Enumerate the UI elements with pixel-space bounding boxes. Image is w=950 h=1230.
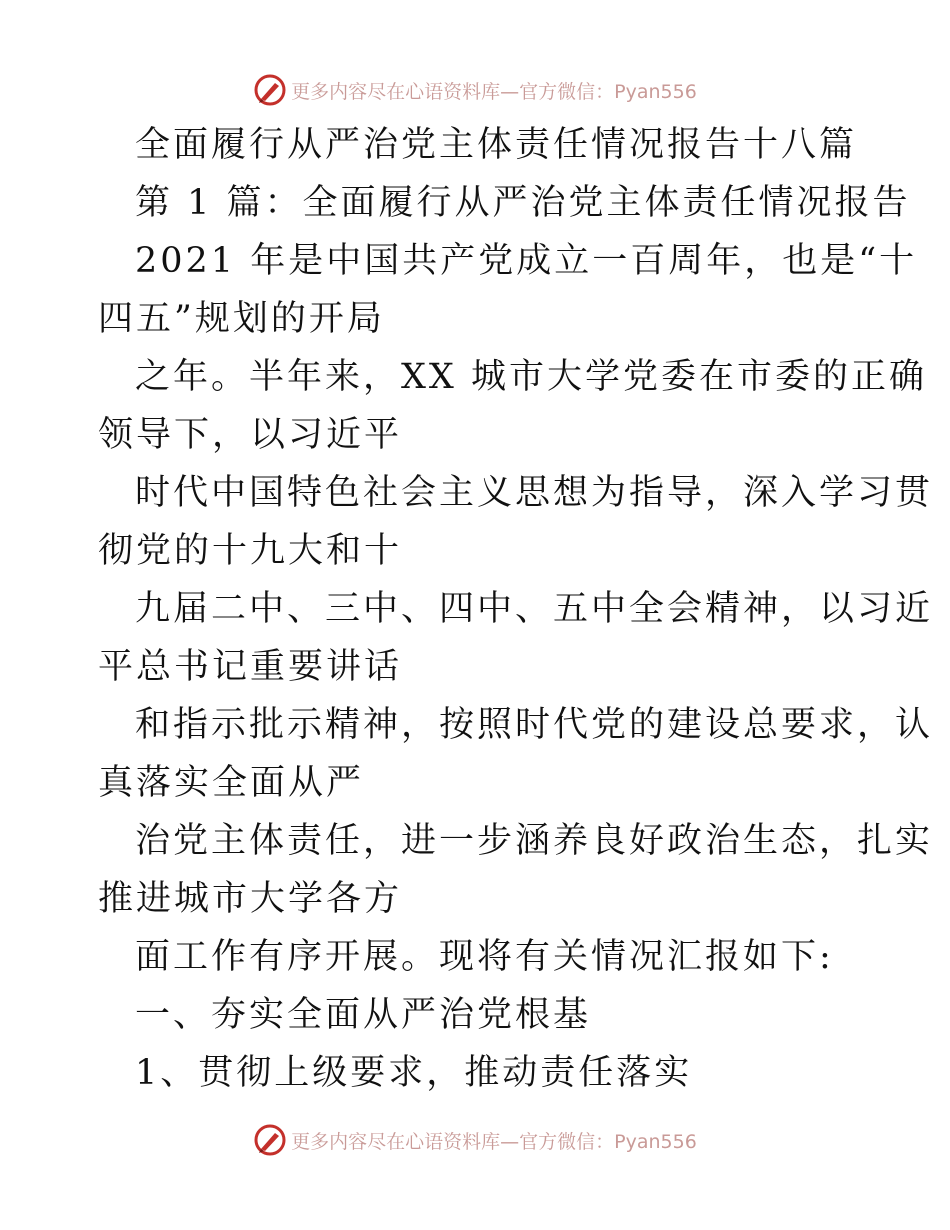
paragraph-line: 推进城市大学各方 [98,879,403,919]
paragraph-line: 之年。半年来，XX 城市大学党委在市委的正确 [135,357,927,397]
paragraph-line: 面工作有序开展。现将有关情况汇报如下: [135,937,834,977]
pen-logo-icon [253,73,287,107]
paragraph-line: 彻党的十九大和十 [98,531,403,571]
footer-watermark [0,1120,950,1160]
paragraph-line: 真落实全面从严 [98,763,365,803]
watermark-text: 更多内容尽在心语资料库—官方微信：Pyan556 [291,80,697,103]
paragraph-line: 2021 年是中国共产党成立一百周年，也是“十 [135,241,918,281]
header-watermark [0,70,950,110]
paragraph-line: 治党主体责任，进一步涵养良好政治生态，扎实 [135,821,934,861]
paragraph-line: 九届二中、三中、四中、五中全会精神，以习近 [135,589,934,629]
paragraph-line: 时代中国特色社会主义思想为指导，深入学习贯 [135,473,934,513]
paragraph-line: 领导下，以习近平 [98,415,403,455]
paragraph-line: 和指示批示精神，按照时代党的建设总要求，认 [135,705,934,745]
subsection-heading: 1、贯彻上级要求，推动责任落实 [135,1053,693,1093]
pen-logo-icon [253,1123,287,1157]
document-title: 全面履行从严治党主体责任情况报告十八篇 [135,125,858,165]
subsection-heading: 一、夯实全面从严治党根基 [135,995,592,1035]
paragraph-line: 四五”规划的开局 [98,299,385,339]
section-heading: 第 1 篇：全面履行从严治党主体责任情况报告 [135,183,911,223]
watermark-text: 更多内容尽在心语资料库—官方微信：Pyan556 [291,1130,697,1153]
paragraph-line: 平总书记重要讲话 [98,647,403,687]
